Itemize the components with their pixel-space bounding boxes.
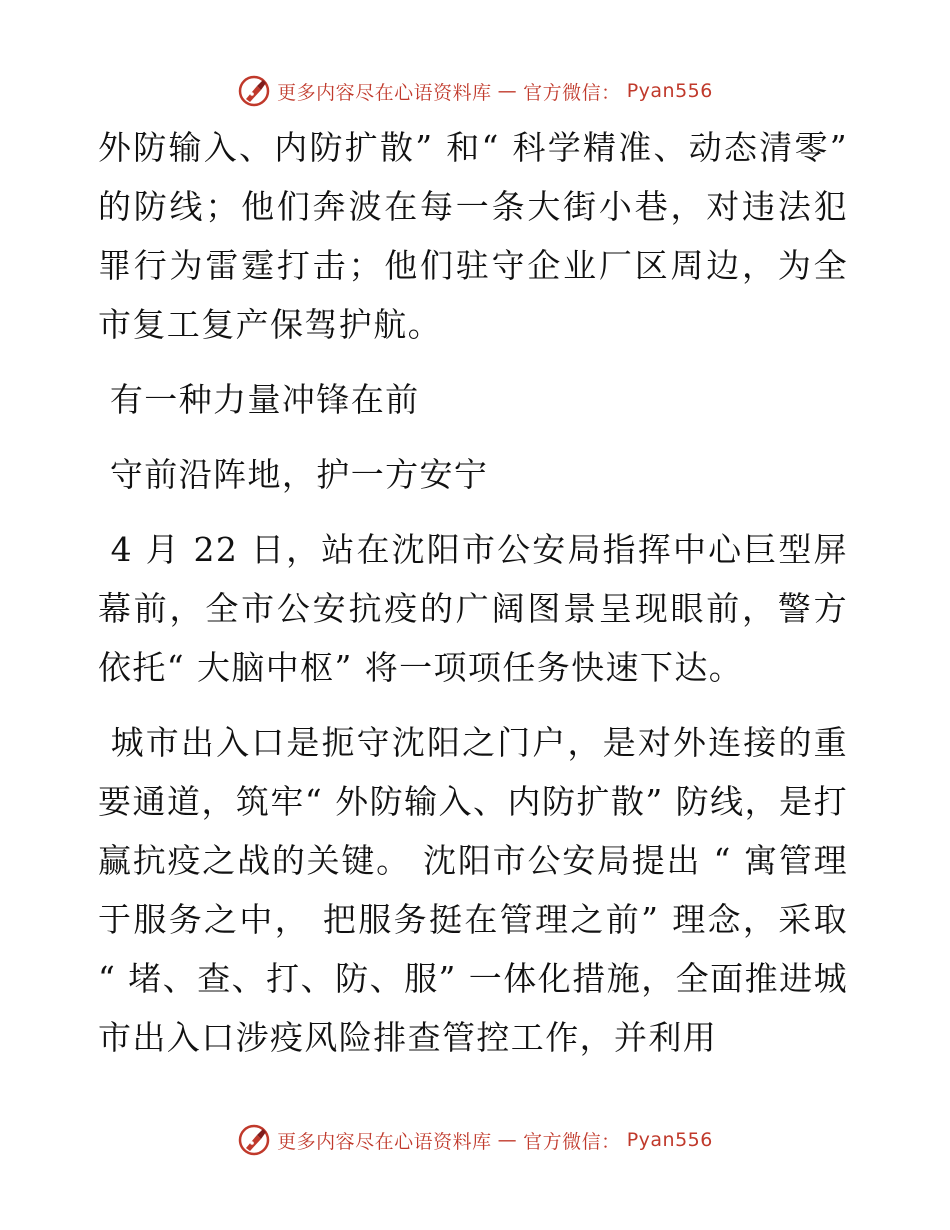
footer-banner xyxy=(0,1123,950,1157)
paragraph-5: 城市出入口是扼守沈阳之门户，是对外连接的重要通道，筑牢“ 外防输入、内防扩散” 防线，是打赢抗疫之战的关键。 沈阳市公安局提出 “ 寓管理于服务之中， 把服务挺在管理之前” 理念，采取 “ 堵、查、打、防、服” 一体化措施，全面推进城市出入口涉疫风险排查管控工作，并利用 xyxy=(98,723,860,1057)
header-wechat-id: Pyan556 xyxy=(626,80,713,102)
document-body xyxy=(98,118,860,1067)
footer-brand-text: 更多内容尽在心语资料库 xyxy=(277,1130,492,1153)
footer-wechat-id: Pyan556 xyxy=(626,1129,713,1151)
header-banner xyxy=(0,74,950,108)
pen-logo-icon xyxy=(237,74,271,108)
header-dash: — xyxy=(497,80,518,102)
header-wechat-label: 官方微信： xyxy=(523,81,621,104)
header-brand-text: 更多内容尽在心语资料库 xyxy=(277,81,492,104)
paragraph-3: 守前沿阵地，护一方安宁 xyxy=(98,455,489,494)
footer-dash: — xyxy=(497,1129,518,1151)
paragraph-1: 外防输入、内防扩散” 和“ 科学精准、动态清零” 的防线；他们奔波在每一条大街小巷，对违法犯罪行为雷霆打击；他们驻守企业厂区周边，为全市复工复产保驾护航。 xyxy=(98,128,860,344)
footer-wechat-label: 官方微信： xyxy=(523,1130,621,1153)
pen-logo-icon xyxy=(237,1123,271,1157)
paragraph-2: 有一种力量冲锋在前 xyxy=(98,380,420,419)
paragraph-4: 4 月 22 日，站在沈阳市公安局指挥中心巨型屏幕前，全市公安抗疫的广阔图景呈现眼前，警方依托“ 大脑中枢” 将一项项任务快速下达。 xyxy=(98,530,848,687)
